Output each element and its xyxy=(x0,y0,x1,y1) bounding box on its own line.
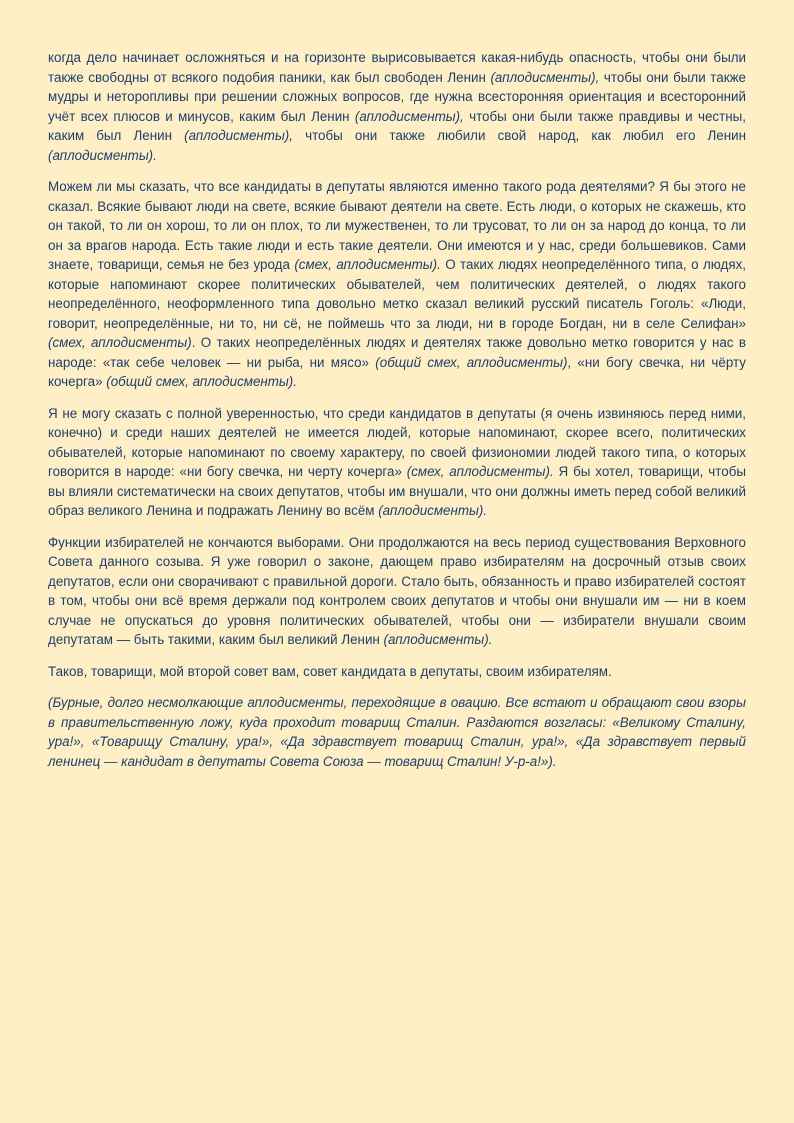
paragraph-3 xyxy=(48,404,746,521)
text-run: Функции избирателей не кончаются выборами. Они продолжаются на весь период существования Верховного Совета данного созыва. Я уже говорил о законе, дающем право избирателям на досрочный отзыв своих депутатов, если они сворачивают с правильной дороги. Стало быть, обязанность и право избирателей состоят в том, чтобы они всё время держали под контролем своих депутатов и чтобы они внушали им — ни в коем случае не опускаться до уровня политических обывателей, чтобы они — избиратели внушали своим депутатам — быть такими, каким был великий Ленин xyxy=(48,534,746,647)
paragraph-5 xyxy=(48,662,746,682)
remark-text: (аплодисменты), xyxy=(184,128,293,143)
text-run: , «ни богу свечка, ни чёрту кочерга» xyxy=(48,354,746,389)
text-run: Я не могу сказать с полной уверенностью, что среди кандидатов в депутаты (я очень извиняюсь перед ними, конечно) и среди наших деятелей не имеется людей, которые напоминают, скорее всего, политических обывателей, которые напоминают по своему характеру, по своей физиономии людей такого типа, о которых говорится в народе: «ни богу свечка, ни черту кочерга» xyxy=(48,405,746,479)
text-run: чтобы они были также правдивы и честны, каким был Ленин xyxy=(48,108,746,143)
text-run: чтобы они были также мудры и неторопливы при решении сложных вопросов, где нужна всесторонняя ориентация и всесторонний учёт всех плюсов и минусов, каким был Ленин xyxy=(48,69,746,124)
remark-text: (аплодисменты). xyxy=(383,632,493,647)
text-run: когда дело начинает осложняться и на горизонте вырисовывается какая-нибудь опасность, чтобы они были также свободны от всякого подобия паники, как был свободен Ленин xyxy=(48,50,746,85)
paragraph-4 xyxy=(48,533,746,650)
text-run: чтобы они также любили свой народ, как любил его Ленин xyxy=(292,128,747,143)
text-run: Таков, товарищи, мой второй совет вам, совет кандидата в депутаты, своим избирателям. xyxy=(48,663,612,679)
remark-text: (смех, аплодисменты) xyxy=(48,335,192,350)
remark-text: (аплодисменты), xyxy=(490,69,600,85)
remark-text: (смех, аплодисменты). xyxy=(406,464,554,479)
text-run: О таких людях неопределённого типа, о людях, которые напоминают скорее политических обывателей, чем политических деятелей, о людях такого неопределённого, неоформленного типа довольно метко сказал великий русский писатель Гоголь: «Люди, говорит, неопределённые, ни то, ни сё, не поймешь что за люди, ни в городе Богдан, ни в селе Селифан» xyxy=(48,257,746,331)
text-run: . О таких неопределённых людях и деятелях также довольно метко говорится у нас в народе: «так себе человек — ни рыба, ни мясо» xyxy=(48,335,746,370)
text-run: Можем ли мы сказать, что все кандидаты в депутаты являются именно такого рода деятелями? Я бы этого не сказал. Всякие бывают люди на свете, всякие бывают деятели на свете. Есть люди, о которых не скажешь, кто он такой, то ли он хорош, то ли он плох, то ли мужественен, то ли трусоват, то ли он за народ до конца, то ли он за врагов народа. Есть такие люди и есть такие деятели. Они имеются и у нас, среди большевиков. Сами знаете, товарищи, семья не без урода xyxy=(48,179,746,272)
remark-text: (Бурные, долго несмолкающие аплодисменты, переходящие в овацию. Все встают и обращают свои взоры в правительственную ложу, куда проходит товарищ Сталин. Раздаются возгласы: «Великому Сталину, ура!», «Товарищу Сталину, ура!», «Да здравствует товарищ Сталин, ура!», «Да здравствует первый ленинец — кандидат в депутаты Совета Союза — товарищ Сталин! У-р-а!»). xyxy=(48,695,746,769)
remark-text: (аплодисменты), xyxy=(354,108,464,124)
paragraph-1 xyxy=(48,48,746,165)
remark-text: (смех, аплодисменты). xyxy=(294,257,441,272)
remark-text: (аплодисменты). xyxy=(48,147,157,163)
remark-text: (аплодисменты). xyxy=(378,503,488,518)
remark-text: (общий смех, аплодисменты) xyxy=(375,354,568,370)
text-run: Я бы хотел, товарищи, чтобы вы влияли систематически на своих депутатов, чтобы им внушали, что они должны иметь перед собой великий образ великого Ленина и подражать Ленину во всём xyxy=(48,464,746,518)
remark-text: (общий смех, аплодисменты). xyxy=(106,374,297,389)
document-page xyxy=(48,48,746,783)
paragraph-closing-remark xyxy=(48,693,746,771)
paragraph-2 xyxy=(48,177,746,392)
